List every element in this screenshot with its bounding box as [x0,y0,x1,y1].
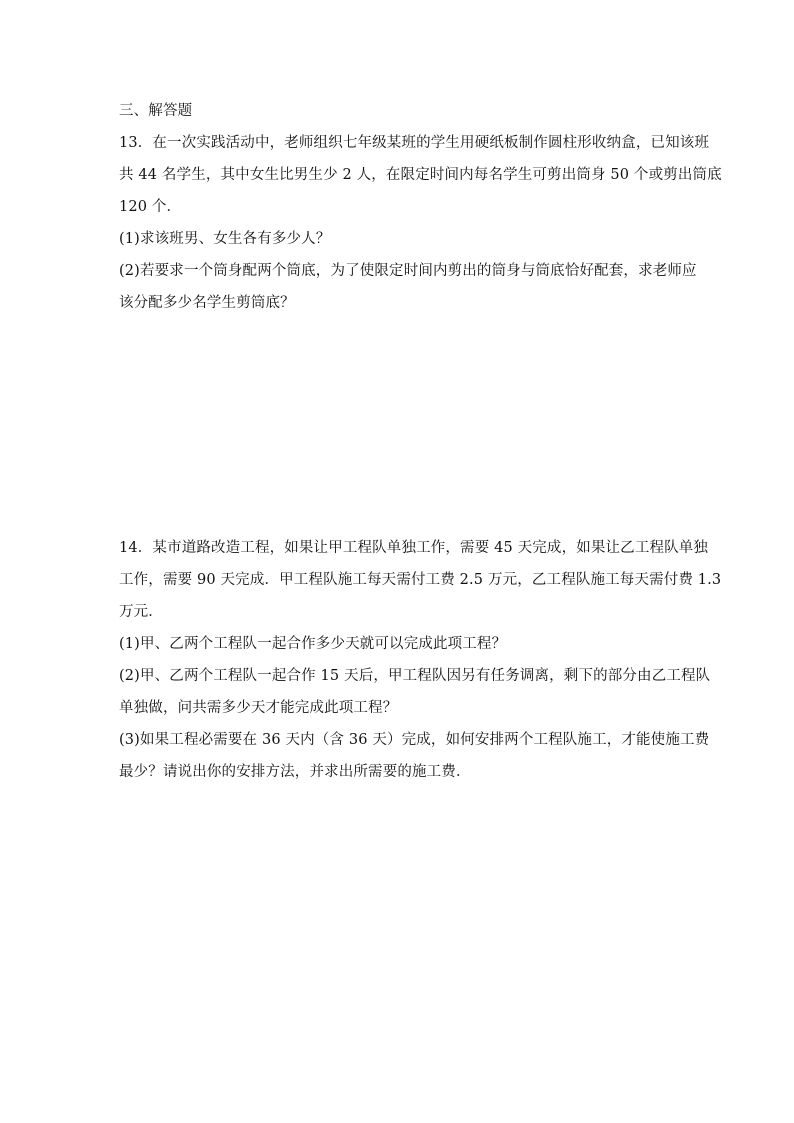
q13-part-1: (1)求该班男、女生各有多少人？ [119,231,331,247]
q14-part-3-line-1: (3)如果工程必需要在 36 天内（含 36 天）完成，如何安排两个工程队施工，才能使施工费 [119,732,710,748]
q13-part-2-line-2: 该分配多少名学生剪筒底？ [119,295,295,311]
q14-line-1: 14．某市道路改造工程，如果让甲工程队单独工作，需要 45 天完成，如果让乙工程队单独 [119,540,709,556]
q14-part-2-line-1: (2)甲、乙两个工程队一起合作 15 天后，甲工程队因另有任务调离，剩下的部分由乙工程队 [119,668,711,684]
q13-line-3: 120 个． [119,199,182,215]
q13-part-2-line-1: (2)若要求一个筒身配两个筒底，为了使限定时间内剪出的筒身与筒底恰好配套，求老师应 [119,263,697,279]
section-heading: 三、解答题 [119,103,193,119]
q14-line-3: 万元． [119,604,163,620]
q14-part-3-line-2: 最少？请说出你的安排方法，并求出所需要的施工费． [119,764,471,780]
q13-line-2: 共 44 名学生，其中女生比男生少 2 人，在限定时间内每名学生可剪出筒身 50 个或剪出筒底 [119,167,722,183]
q14-line-2: 工作，需要 90 天完成．甲工程队施工每天需付工费 2.5 万元，乙工程队施工每天需付费 1.3 [119,572,722,588]
q14-part-1: (1)甲、乙两个工程队一起合作多少天就可以完成此项工程？ [119,636,507,652]
q14-part-2-line-2: 单独做，问共需多少天才能完成此项工程？ [119,700,398,716]
q13-line-1: 13．在一次实践活动中，老师组织七年级某班的学生用硬纸板制作圆柱形收纳盒，已知该班 [119,135,710,151]
